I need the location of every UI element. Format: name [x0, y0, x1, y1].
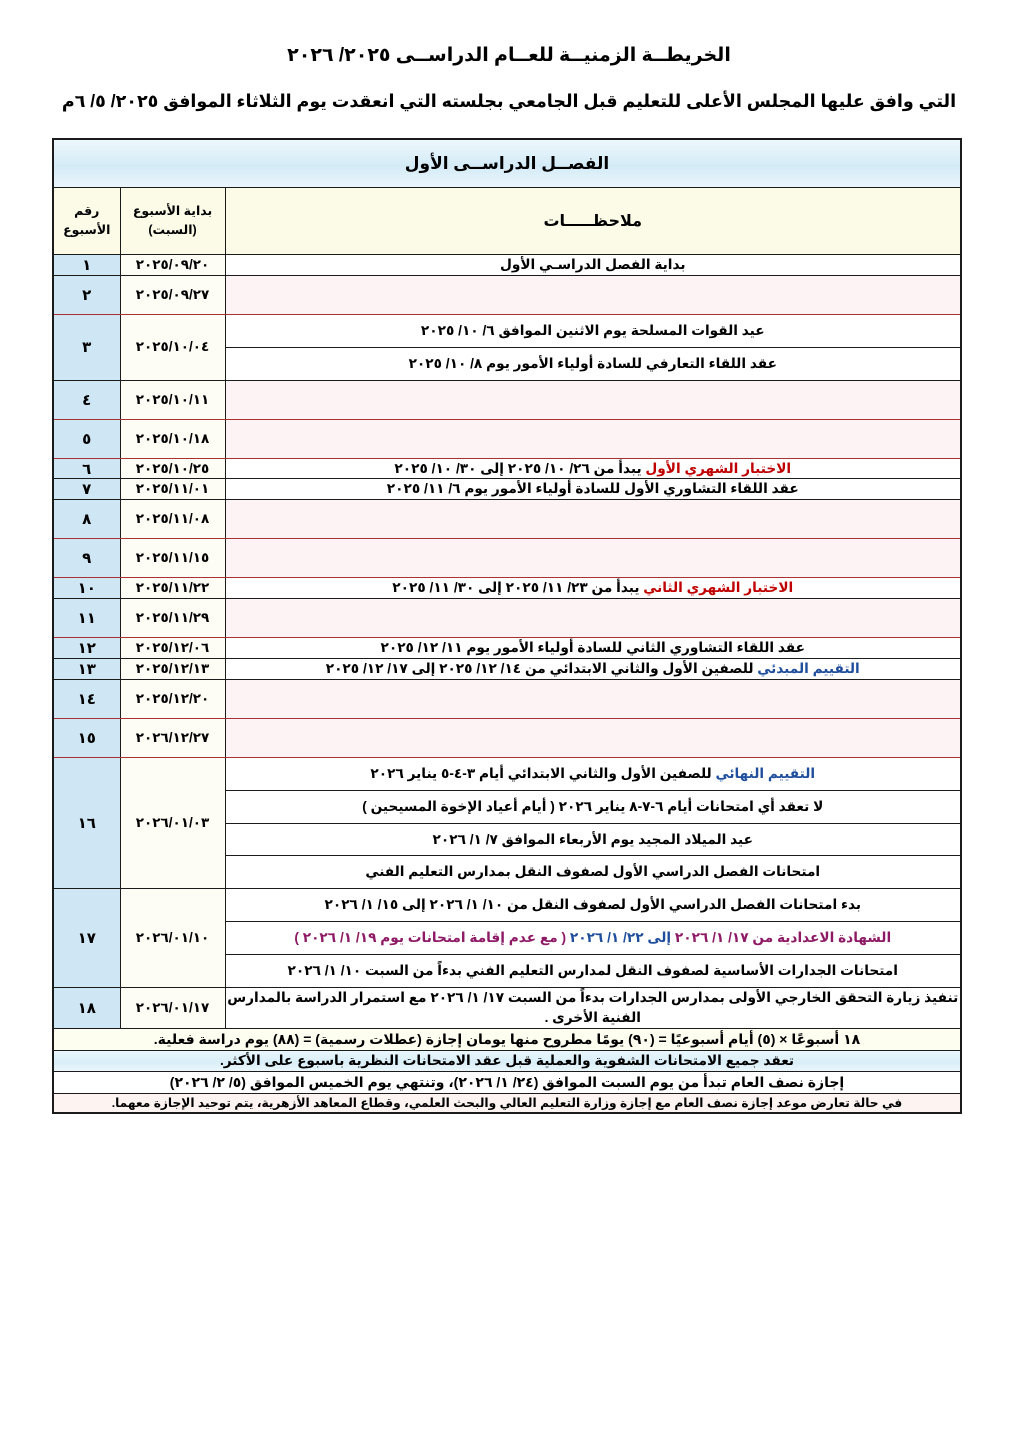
week-number: ١٥ [53, 718, 120, 757]
note-text-segment: عقد اللقاء التعارفي للسادة أولياء الأمور يوم ٨/ ١٠/ ٢٠٢٥ [408, 355, 777, 371]
week-notes-cell [225, 380, 961, 419]
week-number: ١ [53, 255, 120, 276]
footer-row [53, 1094, 961, 1114]
week-number: ٧ [53, 479, 120, 500]
week-number: ١٨ [53, 987, 120, 1028]
note-text-segment: يبدأ من ٢٣/ ١١/ ٢٠٢٥ إلى ٣٠/ ١١/ ٢٠٢٥ [392, 580, 644, 596]
week-notes-cell [225, 578, 961, 599]
footer-row [53, 1028, 961, 1050]
week-number: ٣ [53, 314, 120, 380]
page-title: الخريطــة الزمنيــة للعــام الدراســى ٢٠٢٥/ ٢٠٢٦ [287, 45, 731, 66]
note-text-segment: عيد الميلاد المجيد يوم الأربعاء الموافق ٧/ ١/ ٢٠٢٦ [432, 831, 753, 847]
note-text-segment: لا تعقد أي امتحانات أيام ٦-٧-٨ يناير ٢٠٢٦ ( أيام أعياد الإخوة المسيحين ) [362, 798, 824, 814]
week-note-line [226, 922, 961, 955]
note-text-segment: التقييم النهائي [715, 765, 816, 781]
header-week-start-line2: (السبت) [148, 223, 197, 237]
week-notes-cell [225, 419, 961, 458]
week-notes-cell [225, 458, 961, 479]
week-start-date: ٢٠٢٥/١١/٠١ [120, 479, 225, 500]
week-notes-cell [225, 314, 961, 380]
week-number: ٢ [53, 275, 120, 314]
week-notes-cell [225, 500, 961, 539]
table-row [53, 479, 961, 500]
note-text-segment: يبدأ من ٢٦/ ١٠/ ٢٠٢٥ إلى ٣٠/ ١٠/ ٢٠٢٥ [394, 460, 646, 476]
week-start-date: ٢٠٢٥/١١/٢٢ [120, 578, 225, 599]
header-week-number-line2: الأسبوع [63, 223, 111, 237]
week-number: ١٢ [53, 638, 120, 659]
header-week-number [53, 188, 120, 255]
week-number: ١٤ [53, 679, 120, 718]
week-start-date: ٢٠٢٥/١٢/٠٦ [120, 638, 225, 659]
table-row [53, 679, 961, 718]
table-row [53, 599, 961, 638]
calendar-table [52, 138, 962, 1114]
table-row [53, 255, 961, 276]
table-row [53, 987, 961, 1028]
week-start-date: ٢٠٢٥/١١/٢٩ [120, 599, 225, 638]
week-start-date: ٢٠٢٥/١٢/١٣ [120, 659, 225, 680]
footer-note: في حالة تعارض موعد إجازة نصف العام مع إجازة وزارة التعليم العالي والبحث العلمي، وقطاع المعاهد الأزهرية، يتم توحيد الإجازة معهما. [53, 1094, 961, 1114]
week-note-line [226, 758, 961, 791]
week-notes-cell [225, 275, 961, 314]
week-notes-cell [225, 599, 961, 638]
week-number: ٨ [53, 500, 120, 539]
note-text-segment: بدء امتحانات الفصل الدراسي الأول لصفوف النقل من ١٠/ ١/ ٢٠٢٦ إلى ١٥/ ١/ ٢٠٢٦ [324, 897, 861, 913]
table-row [53, 638, 961, 659]
week-notes-cell [225, 255, 961, 276]
week-number: ٤ [53, 380, 120, 419]
week-number: ١٦ [53, 757, 120, 888]
week-notes-cell [225, 718, 961, 757]
footer-row [53, 1050, 961, 1072]
table-row [53, 539, 961, 578]
week-notes-cell [225, 889, 961, 988]
note-text-segment: تنفيذ زيارة التحقق الخارجي الأولى بمدارس الجدارات بدءاً من السبت ١٧/ ١/ ٢٠٢٦ مع استمرار الدراسة بالمدارس الفنية الأخرى . [227, 989, 959, 1025]
week-number: ١٧ [53, 889, 120, 988]
header-notes: ملاحظـــــات [225, 188, 961, 255]
table-row [53, 718, 961, 757]
week-start-date: ٢٠٢٥/١٠/١٨ [120, 419, 225, 458]
column-header-row [53, 188, 961, 255]
week-notes-cell [225, 539, 961, 578]
week-start-date: ٢٠٢٥/١٢/٢٠ [120, 679, 225, 718]
week-note-line [226, 315, 961, 348]
header-week-start [120, 188, 225, 255]
title-block [0, 0, 1018, 113]
note-text-segment: عيد القوات المسلحة يوم الاثنين الموافق ٦/ ١٠/ ٢٠٢٥ [420, 322, 765, 338]
week-notes-cell [225, 757, 961, 888]
note-text-segment: عقد اللقاء التشاوري الثاني للسادة أولياء الأمور يوم ١١/ ١٢/ ٢٠٢٥ [380, 640, 805, 656]
week-number: ٥ [53, 419, 120, 458]
week-start-date: ٢٠٢٦/٠١/١٧ [120, 987, 225, 1028]
week-number: ٩ [53, 539, 120, 578]
header-week-start-line1: بداية الأسبوع [132, 204, 213, 219]
note-text-segment: الاختبار الشهري الأول [645, 460, 792, 476]
note-text-segment: امتحانات الفصل الدراسي الأول لصفوف النقل بمدارس التعليم الفني [365, 864, 821, 880]
note-text-segment: للصفين الأول والثاني الابتدائي أيام ٣-٤-٥ يناير ٢٠٢٦ [370, 765, 716, 781]
week-note-line [226, 955, 961, 987]
week-start-date: ٢٠٢٥/١١/٠٨ [120, 500, 225, 539]
note-text-segment: امتحانات الجدارات الأساسية لصفوف النقل لمدارس التعليم الفني بدءاً من السبت ١٠/ ١/ ٢٠٢٦ [287, 963, 898, 979]
week-notes-cell [225, 679, 961, 718]
week-note-line [226, 889, 961, 922]
note-text-segment: إلى ٢٢/ ١/ ٢٠٢٦ [566, 930, 672, 946]
footer-note: ١٨ أسبوعًا × (٥) أيام أسبوعيًا = (٩٠) يومًا مطروح منها يومان إجازة (عطلات رسمية) = (٨٨) يوم دراسة فعلية. [53, 1028, 961, 1050]
week-start-date: ٢٠٢٥/١١/١٥ [120, 539, 225, 578]
week-start-date: ٢٠٢٦/٠١/١٠ [120, 889, 225, 988]
week-number: ٦ [53, 458, 120, 479]
note-text-segment: التقييم المبدئي [757, 661, 860, 677]
table-row [53, 275, 961, 314]
week-note-line [226, 856, 961, 888]
week-start-date: ٢٠٢٥/١٠/١١ [120, 380, 225, 419]
week-start-date: ٢٠٢٦/١٢/٢٧ [120, 718, 225, 757]
note-text-segment: بداية الفصل الدراسـي الأول [499, 257, 686, 272]
week-notes-cell [225, 659, 961, 680]
table-row [53, 458, 961, 479]
footer-note: إجازة نصف العام تبدأ من يوم السبت الموافق (٢٤/ ١/ ٢٠٢٦)، وتنتهي يوم الخميس الموافق (٥/ ٢/ ٢٠٢٦) [53, 1072, 961, 1094]
week-number: ١٣ [53, 659, 120, 680]
week-number: ١١ [53, 599, 120, 638]
table-row [53, 380, 961, 419]
note-text-segment: الشهادة الاعدادية من ١٧/ ١/ ٢٠٢٦ [671, 930, 892, 946]
note-text-segment: ( مع عدم إقامة امتحانات يوم ١٩/ ١/ ٢٠٢٦ ) [294, 930, 567, 946]
week-notes-cell [225, 479, 961, 500]
note-text-segment: للصفين الأول والثاني الابتدائي من ١٤/ ١٢/ ٢٠٢٥ إلى ١٧/ ١٢/ ٢٠٢٥ [325, 661, 758, 677]
calendar-table-wrap [54, 138, 962, 1114]
table-row [53, 314, 961, 380]
note-text-segment: الاختبار الشهري الثاني [643, 580, 794, 596]
week-note-line [226, 791, 961, 824]
footer-note: تعقد جميع الامتحانات الشفوية والعملية قبل عقد الامتحانات النظرية باسبوع على الأكثر. [53, 1050, 961, 1072]
week-notes-cell [225, 987, 961, 1028]
table-row [53, 757, 961, 888]
semester-banner: الفصــل الدراســى الأول [53, 139, 961, 188]
week-number: ١٠ [53, 578, 120, 599]
week-start-date: ٢٠٢٦/٠١/٠٣ [120, 757, 225, 888]
week-notes-cell [225, 638, 961, 659]
week-start-date: ٢٠٢٥/١٠/٢٥ [120, 458, 225, 479]
header-week-number-line1: رقم [74, 204, 100, 219]
table-row [53, 659, 961, 680]
week-start-date: ٢٠٢٥/٠٩/٢٠ [120, 255, 225, 276]
note-text-segment: عقد اللقاء التشاوري الأول للسادة أولياء الأمور يوم ٦/ ١١/ ٢٠٢٥ [386, 481, 799, 497]
table-row [53, 419, 961, 458]
table-row [53, 500, 961, 539]
table-row [53, 889, 961, 988]
week-start-date: ٢٠٢٥/١٠/٠٤ [120, 314, 225, 380]
semester-banner-row [53, 139, 961, 188]
page-subtitle: التي وافق عليها المجلس الأعلى للتعليم قبل الجامعي بجلسته التي انعقدت يوم الثلاثاء الموافق ٢٠٢٥/ ٥/ ٦م [61, 90, 957, 111]
week-start-date: ٢٠٢٥/٠٩/٢٧ [120, 275, 225, 314]
table-row [53, 578, 961, 599]
week-note-line [226, 824, 961, 857]
calendar-body [53, 139, 961, 1113]
footer-row [53, 1072, 961, 1094]
week-note-line [226, 348, 961, 380]
